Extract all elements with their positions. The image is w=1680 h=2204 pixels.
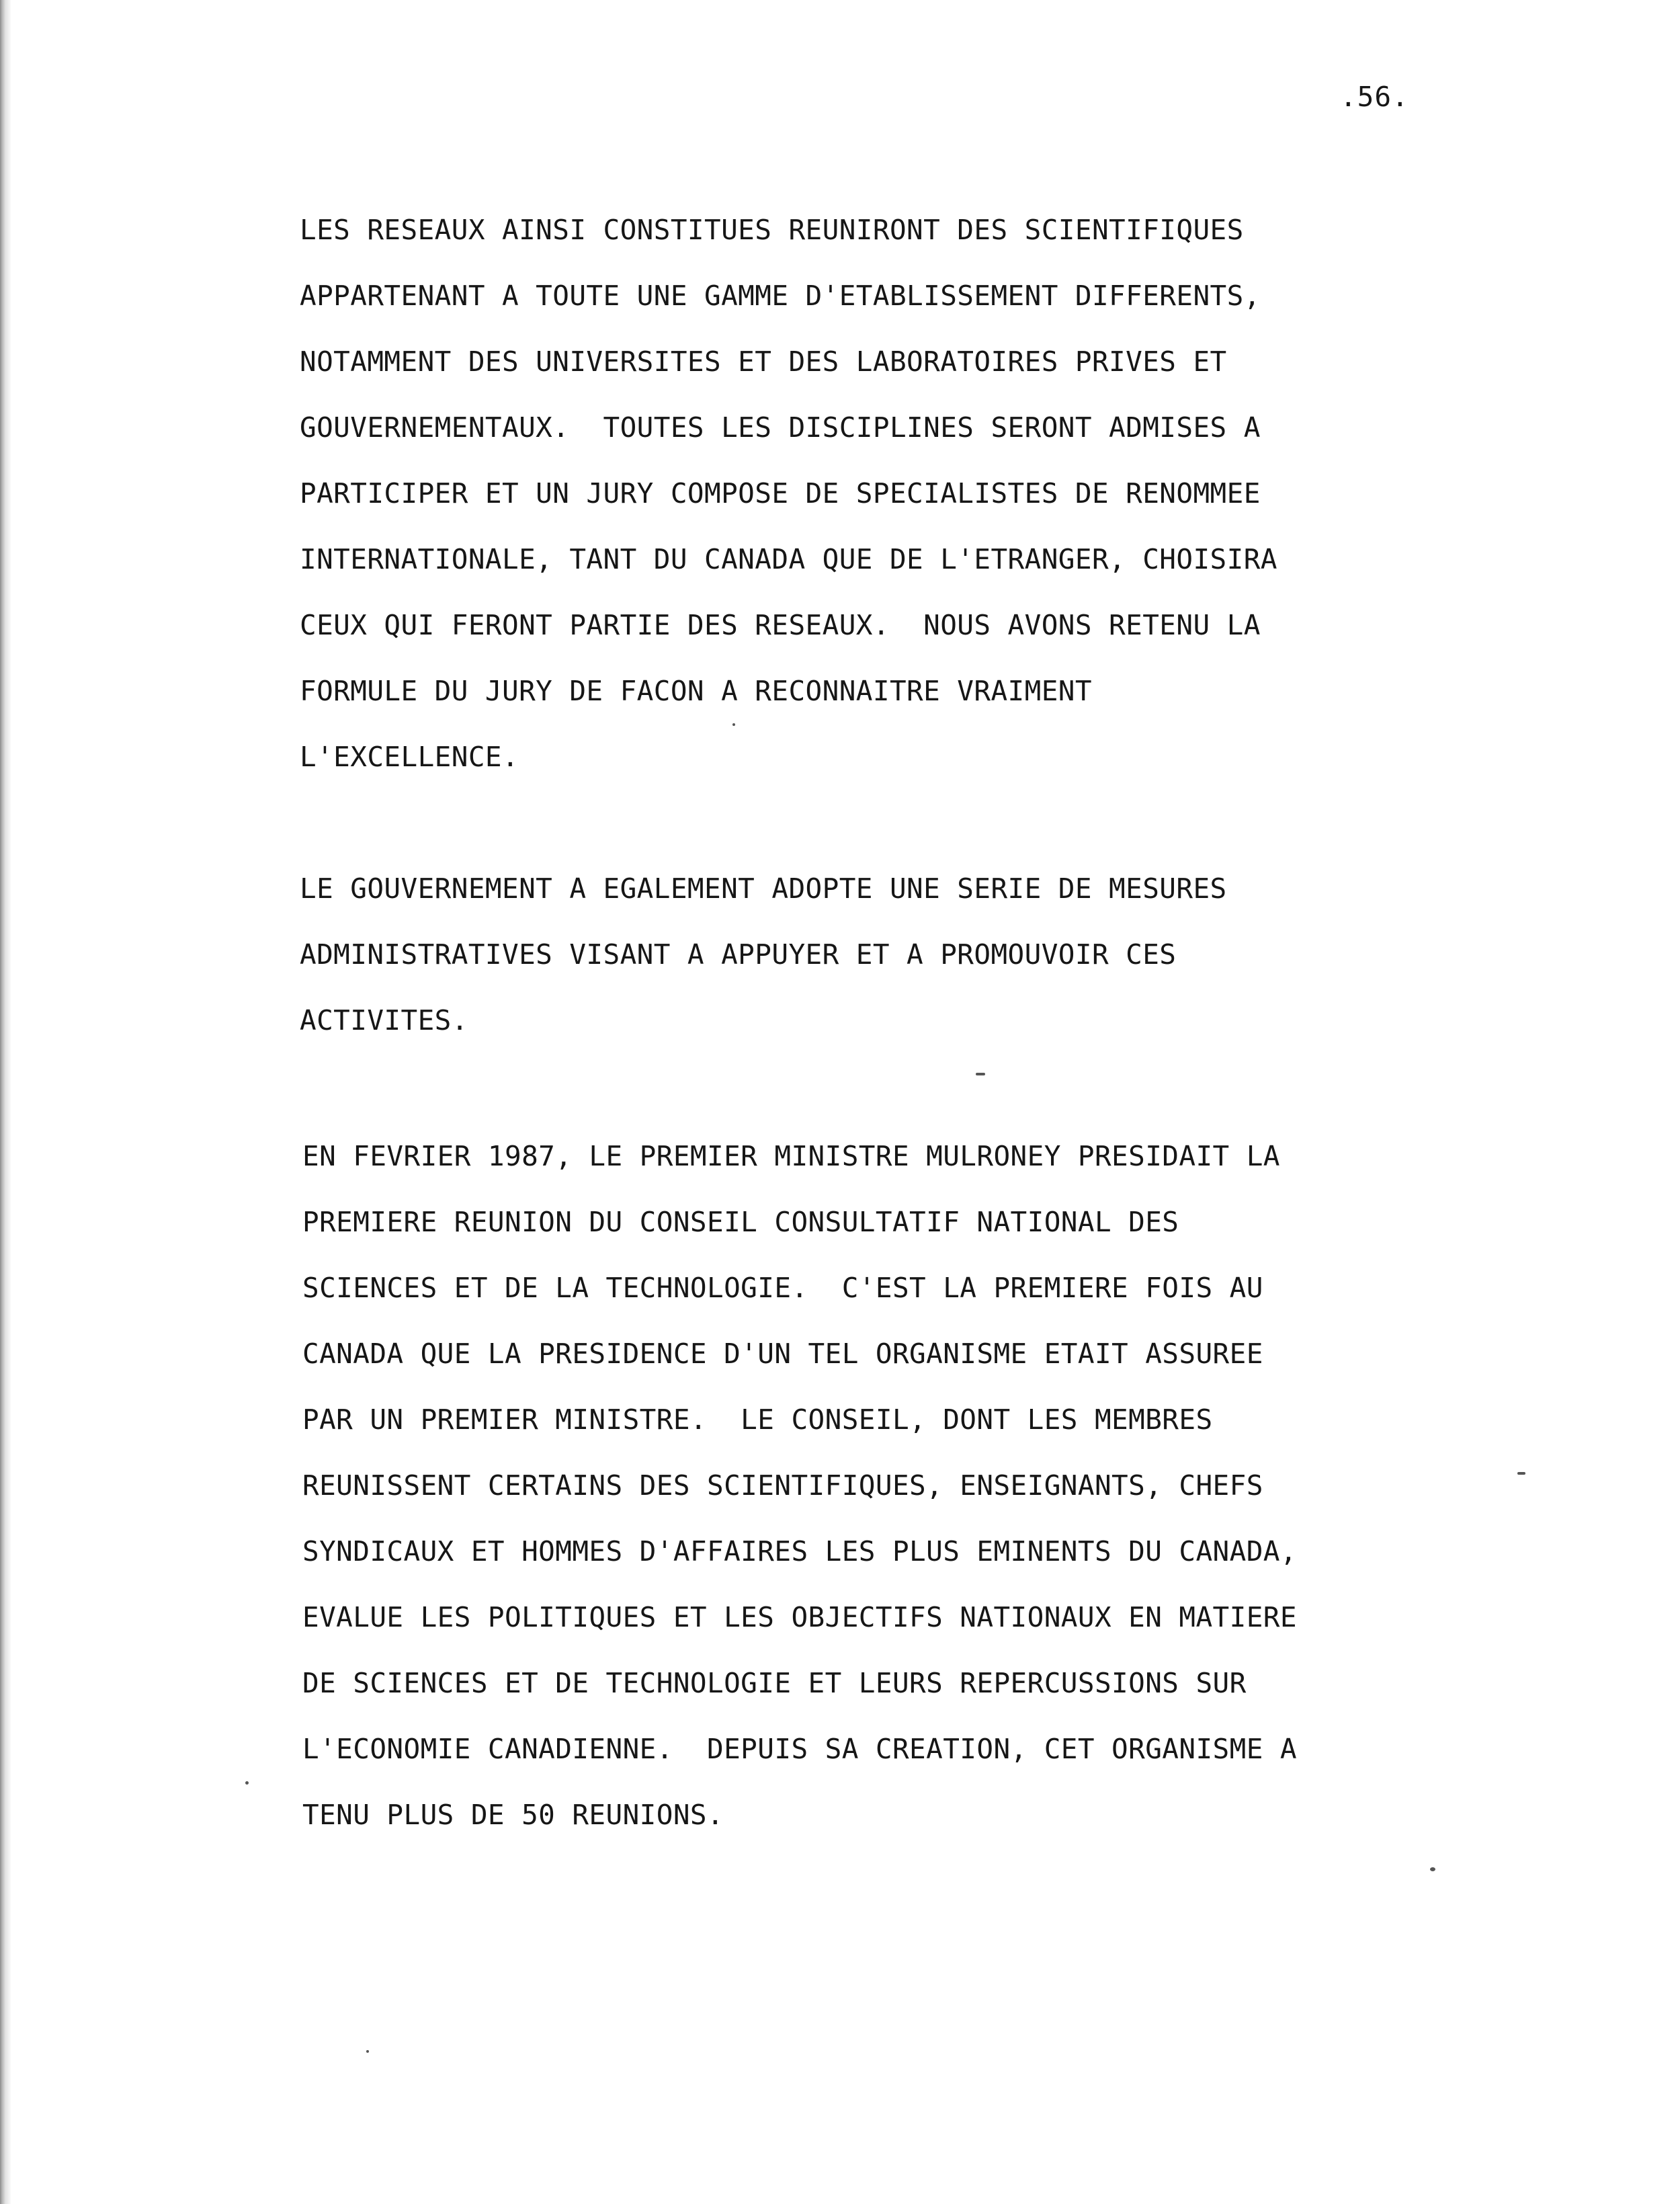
text-line: LE GOUVERNEMENT A EGALEMENT ADOPTE UNE SERIE DE MESURES [300, 872, 1227, 905]
page-number: .56. [1340, 81, 1409, 113]
text-line: CANADA QUE LA PRESIDENCE D'UN TEL ORGANISME ETAIT ASSUREE [302, 1338, 1263, 1370]
text-line: PAR UN PREMIER MINISTRE. LE CONSEIL, DONT LES MEMBRES [302, 1403, 1213, 1436]
scan-speck [976, 1073, 985, 1075]
text-line: REUNISSENT CERTAINS DES SCIENTIFIQUES, ENSEIGNANTS, CHEFS [302, 1469, 1263, 1502]
scan-speck [732, 723, 735, 726]
scan-speck [366, 2050, 369, 2053]
text-line: L'ECONOMIE CANADIENNE. DEPUIS SA CREATION, CET ORGANISME A [302, 1733, 1297, 1765]
scan-speck [1430, 1867, 1435, 1871]
text-line: FORMULE DU JURY DE FACON A RECONNAITRE VRAIMENT [300, 675, 1092, 707]
text-line: INTERNATIONALE, TANT DU CANADA QUE DE L'ETRANGER, CHOISIRA [300, 543, 1277, 575]
text-line: NOTAMMENT DES UNIVERSITES ET DES LABORATOIRES PRIVES ET [300, 345, 1227, 378]
text-line: APPARTENANT A TOUTE UNE GAMME D'ETABLISSEMENT DIFFERENTS, [300, 280, 1261, 312]
text-line: GOUVERNEMENTAUX. TOUTES LES DISCIPLINES SERONT ADMISES A [300, 411, 1261, 444]
scan-speck [245, 1781, 249, 1785]
text-line: ACTIVITES. [300, 1004, 468, 1036]
binding-edge [0, 0, 11, 2204]
text-line: LES RESEAUX AINSI CONSTITUES REUNIRONT DES SCIENTIFIQUES [300, 214, 1244, 246]
text-line: CEUX QUI FERONT PARTIE DES RESEAUX. NOUS AVONS RETENU LA [300, 609, 1261, 641]
text-line: TENU PLUS DE 50 REUNIONS. [302, 1799, 724, 1831]
text-line: PARTICIPER ET UN JURY COMPOSE DE SPECIALISTES DE RENOMMEE [300, 477, 1261, 509]
text-line: SCIENCES ET DE LA TECHNOLOGIE. C'EST LA PREMIERE FOIS AU [302, 1272, 1263, 1304]
text-line: SYNDICAUX ET HOMMES D'AFFAIRES LES PLUS EMINENTS DU CANADA, [302, 1535, 1297, 1567]
scan-speck [1517, 1472, 1525, 1475]
text-line: PREMIERE REUNION DU CONSEIL CONSULTATIF NATIONAL DES [302, 1206, 1179, 1238]
text-line: L'EXCELLENCE. [300, 741, 519, 773]
text-line: ADMINISTRATIVES VISANT A APPUYER ET A PROMOUVOIR CES [300, 938, 1177, 971]
text-line: EN FEVRIER 1987, LE PREMIER MINISTRE MULRONEY PRESIDAIT LA [302, 1140, 1280, 1172]
text-line: EVALUE LES POLITIQUES ET LES OBJECTIFS NATIONAUX EN MATIERE [302, 1601, 1297, 1633]
text-line: DE SCIENCES ET DE TECHNOLOGIE ET LEURS REPERCUSSIONS SUR [302, 1667, 1247, 1699]
